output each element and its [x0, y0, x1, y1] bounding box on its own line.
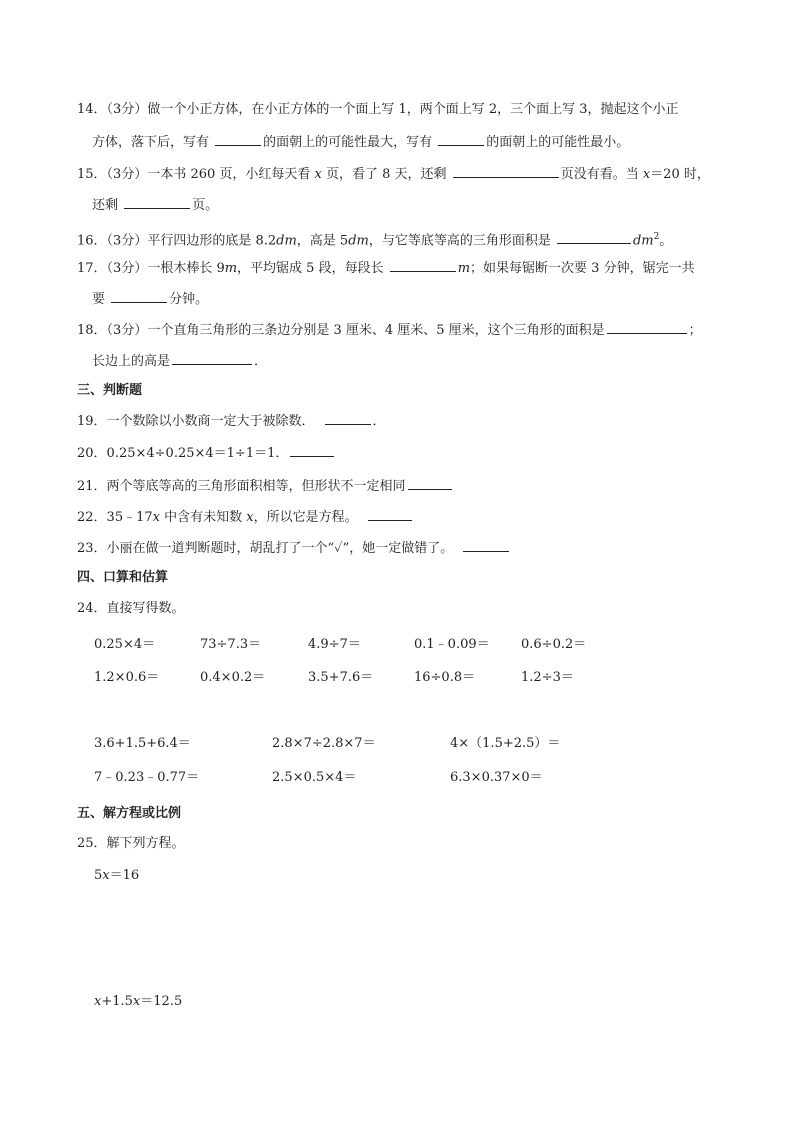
q15-text-f: 页。 [192, 198, 219, 213]
eq2-term: +1.5 [101, 994, 133, 1009]
question-17-line-1 [77, 259, 695, 278]
q22-text-b: 中含有未知数 [159, 510, 247, 525]
question-25 [77, 835, 185, 853]
mental-math-item: 1.2÷3＝ [521, 670, 574, 685]
question-24 [77, 600, 185, 618]
q15-text-e: 还剩 [92, 198, 123, 213]
q17-answer-blank-1[interactable] [390, 259, 456, 272]
question-15-line-2 [92, 196, 218, 215]
mental-math-item: 1.2×0.6＝ [94, 670, 160, 685]
question-18-line-2 [92, 352, 267, 371]
q14-text: 14．（3分）做一个小正方体，在小正方体的一个面上写 1，两个面上写 2，三个面上写 3，抛起这个小正 [77, 102, 679, 117]
q16-text-d: 。 [659, 233, 673, 249]
section-3-heading [77, 382, 142, 400]
q16-unit-dm-2: dm [348, 233, 369, 249]
question-19 [77, 412, 386, 431]
q16-unit-dm-3: dm [632, 233, 654, 249]
q17-unit-m: m [224, 261, 238, 276]
q24-text: 24．直接写得数。 [77, 601, 185, 616]
mental-math-item: 7﹣0.23﹣0.77＝ [94, 770, 200, 785]
mental-math-item: 0.1﹣0.09＝ [414, 637, 490, 652]
section-4-heading [77, 569, 168, 587]
question-18-line-1 [77, 321, 702, 340]
mental-math-row-4 [94, 769, 714, 787]
q17-text-b: ，平均锯成 5 段，每段长 [237, 261, 388, 276]
question-20 [77, 444, 336, 463]
q22-text-c: ，所以它是方程。 [253, 510, 358, 525]
q15-variable-x-2: x [642, 167, 651, 182]
mental-math-item: 2.5×0.5×4＝ [272, 770, 357, 785]
question-22 [77, 508, 414, 527]
q15-text-b: 页，看了 8 天，还剩 [321, 167, 451, 182]
mental-math-item: 0.4×0.2＝ [200, 670, 266, 685]
q15-answer-blank-1[interactable] [453, 165, 559, 178]
q17-text-e: 分钟。 [169, 292, 209, 307]
q17-text-c: ；如果每锯断一次要 3 分钟，锯完一共 [470, 261, 695, 276]
mental-math-item: 3.6+1.5+6.4＝ [94, 736, 191, 751]
q15-text-d: ＝20 时， [650, 167, 710, 182]
q15-text-a: 15．（3分）一本书 260 页，小红每天看 [77, 167, 315, 182]
q17-unit-m-2: m [457, 261, 471, 276]
q20-text: 20．0.25×4÷0.25×4＝1÷1＝1． [77, 446, 289, 461]
eq1-coefficient: 5 [94, 868, 103, 883]
mental-math-item: 0.25×4＝ [94, 637, 156, 652]
q16-text-c: ，与它等底等高的三角形面积是 [368, 233, 555, 249]
mental-math-item: 16÷0.8＝ [414, 670, 476, 685]
q18-text-c: 长边上的高是 [92, 354, 171, 369]
q14-answer-blank-2[interactable] [438, 133, 484, 146]
q15-text-c: 页没有看。当 [560, 167, 643, 182]
q17-answer-blank-2[interactable] [111, 290, 167, 303]
eq1-rhs: ＝16 [109, 868, 140, 883]
q21-text: 21．两个等底等高的三角形面积相等，但形状不一定相同 [77, 479, 406, 494]
mental-math-item: 73÷7.3＝ [200, 637, 262, 652]
eq2-variable-x: x [94, 994, 102, 1009]
q20-answer-blank[interactable] [290, 444, 334, 457]
q16-text-a: 16．（3分）平行四边形的底是 8.2 [77, 233, 277, 249]
mental-math-row-2 [94, 669, 714, 687]
section-4-title: 四、口算和估算 [77, 570, 169, 585]
section-3-title: 三、判断题 [77, 383, 143, 398]
question-17-line-2 [92, 290, 208, 309]
question-23 [77, 539, 511, 558]
mental-math-row-1 [94, 636, 714, 654]
q21-answer-blank[interactable] [408, 477, 452, 490]
mental-math-item: 2.8×7÷2.8×7＝ [272, 736, 376, 751]
question-16 [77, 228, 672, 250]
mental-math-item: 6.3×0.37×0＝ [450, 770, 543, 785]
q14-answer-blank-1[interactable] [215, 133, 261, 146]
q19-answer-blank[interactable] [325, 412, 371, 425]
q14-text-b: 的面朝上的可能性最大，写有 [263, 135, 437, 150]
q23-text: 23．小丽在做一道判断题时，胡乱打了一个“✓”，她一定做错了。 [77, 541, 454, 556]
q14-text-a: 方体，落下后，写有 [92, 135, 214, 150]
eq2-rhs: ＝12.5 [140, 994, 183, 1009]
mental-math-item: 4.9÷7＝ [308, 637, 361, 652]
q14-text-c: 的面朝上的可能性最小。 [486, 135, 630, 150]
q15-answer-blank-2[interactable] [124, 196, 190, 209]
q16-answer-blank[interactable] [557, 231, 631, 244]
q18-answer-blank-1[interactable] [607, 321, 687, 334]
q15-variable-x: x [314, 167, 322, 182]
question-14-line-2 [92, 133, 629, 152]
q22-variable-x: x [152, 510, 160, 525]
mental-math-item: 4×（1.5+2.5）＝ [450, 736, 561, 751]
q17-text-d: 要 [92, 292, 110, 307]
q19-end: ． [372, 414, 386, 429]
equation-1 [94, 867, 139, 885]
q22-variable-x-2: x [246, 510, 254, 525]
q25-text: 25．解下列方程。 [77, 836, 185, 851]
question-14-line-1 [77, 101, 679, 119]
question-15-line-1 [77, 165, 710, 184]
q16-unit-dm: dm [276, 233, 297, 249]
mental-math-item: 0.6÷0.2＝ [521, 637, 587, 652]
q23-answer-blank[interactable] [463, 539, 509, 552]
q22-answer-blank[interactable] [368, 508, 412, 521]
q22-text-a: 22．35﹣17 [77, 510, 153, 525]
q18-answer-blank-2[interactable] [172, 352, 252, 365]
q18-text-a: 18．（3分）一个直角三角形的三条边分别是 3 厘米、4 厘米、5 厘米，这个三角形的面积是 [77, 323, 605, 338]
eq2-variable-x-2: x [132, 994, 141, 1009]
section-5-heading [77, 805, 181, 823]
q18-text-b: ； [688, 323, 702, 338]
q16-text-b: ，高是 5 [296, 233, 349, 249]
mental-math-row-3 [94, 735, 714, 753]
q16-superscript: 2 [653, 232, 660, 242]
equation-2 [94, 993, 182, 1011]
question-21 [77, 477, 454, 496]
eq1-variable-x: x [102, 868, 110, 883]
q18-text-d: ． [254, 354, 268, 369]
section-5-title: 五、解方程或比例 [77, 806, 182, 821]
q19-text: 19．一个数除以小数商一定大于被除数． [77, 414, 315, 429]
mental-math-item: 3.5+7.6＝ [308, 670, 374, 685]
q17-text-a: 17．（3分）一根木棒长 9 [77, 261, 225, 276]
